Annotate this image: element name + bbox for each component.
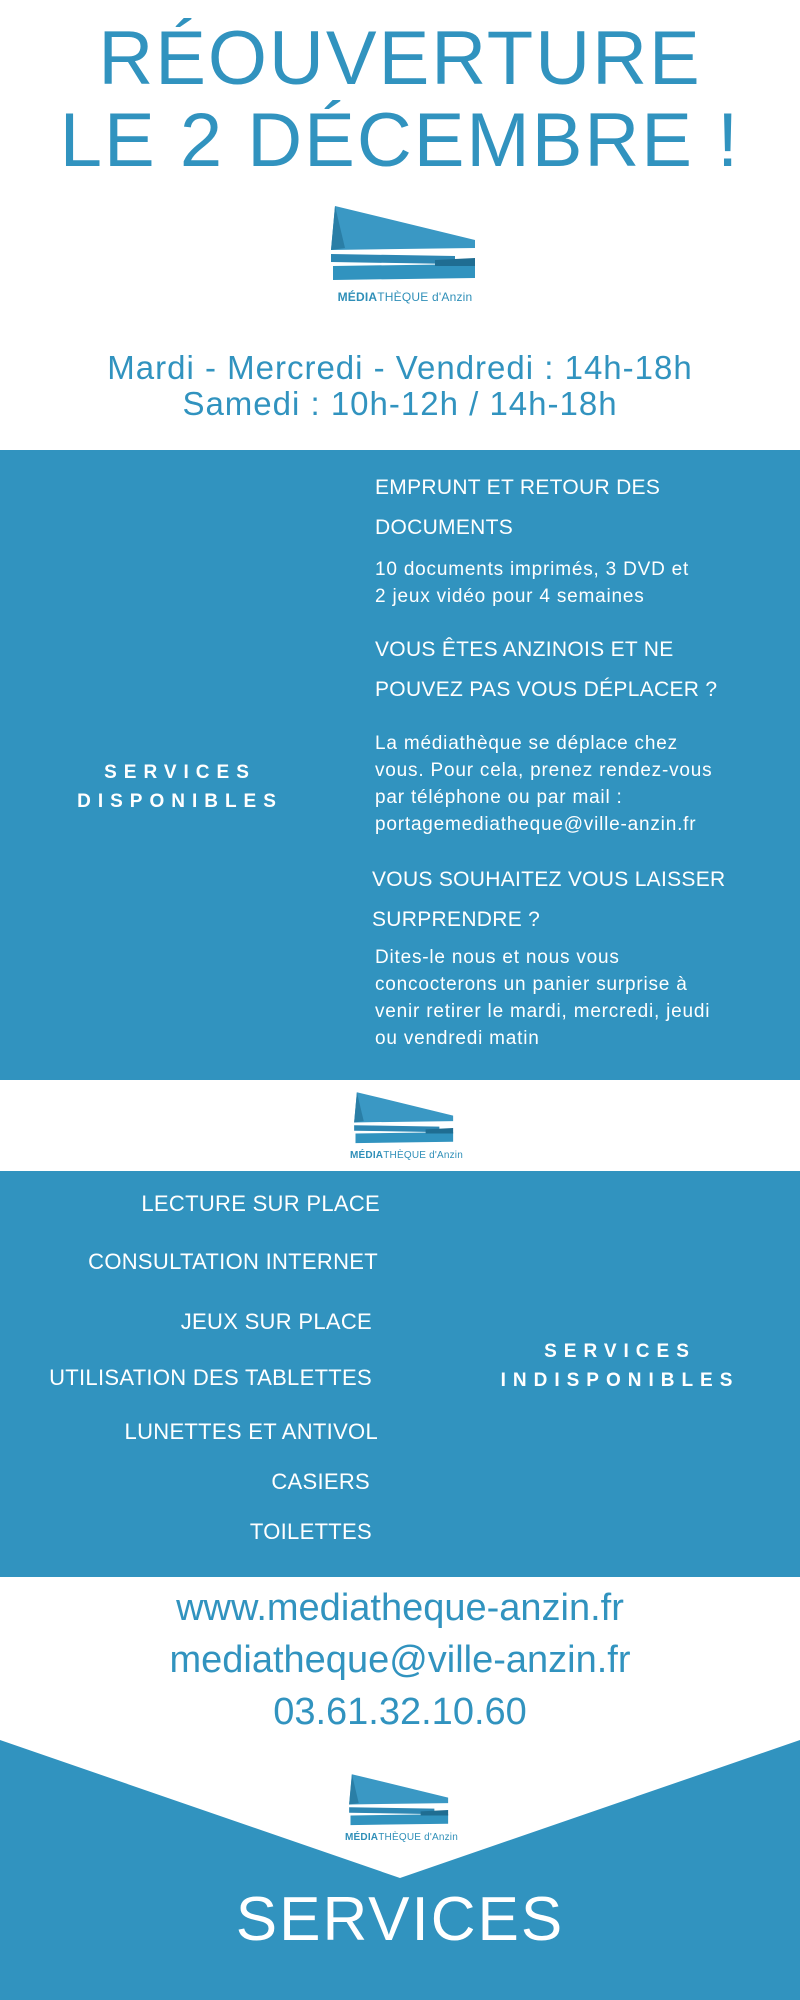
title-line-2: LE 2 DÉCEMBRE ! (59, 98, 741, 183)
unavailable-item: UTILISATION DES TABLETTES (49, 1365, 372, 1390)
hours-line-1: Mardi - Mercredi - Vendredi : 14h-18h (107, 349, 693, 386)
email-link[interactable]: mediatheque@ville-anzin.fr (169, 1639, 631, 1681)
opening-hours (0, 350, 800, 422)
footer-title: SERVICES (235, 1885, 565, 1954)
building-logo-icon (345, 1770, 455, 1832)
mediatheque-logo (325, 200, 485, 304)
service-heading-loan: EMPRUNT ET RETOUR DES DOCUMENTS (375, 476, 661, 539)
logo-wordmark: MÉDIATHÈQUE d'Anzin (350, 1150, 463, 1161)
unavailable-services-section (0, 1171, 800, 1577)
page-title (0, 18, 800, 182)
available-services-section (0, 450, 800, 1080)
unavailable-item: JEUX SUR PLACE (180, 1309, 372, 1334)
unavailable-item: LECTURE SUR PLACE (141, 1191, 380, 1216)
service-desc-loan: 10 documents imprimés, 3 DVD et 2 jeux vidéo pour 4 semaines (375, 559, 690, 607)
phone-number: 03.61.32.10.60 (273, 1691, 527, 1733)
website-link[interactable]: www.mediatheque-anzin.fr (176, 1587, 624, 1629)
unavailable-item: TOILETTES (249, 1519, 372, 1544)
unavailable-item: CONSULTATION INTERNET (88, 1249, 378, 1274)
service-heading-delivery: VOUS ÊTES ANZINOIS ET NE POUVEZ PAS VOUS DÉPLACER ? (375, 638, 718, 701)
building-logo-icon (350, 1088, 460, 1150)
mediatheque-logo (345, 1770, 458, 1843)
service-heading-surprise: VOUS SOUHAITEZ VOUS LAISSER SURPRENDRE ? (372, 868, 726, 931)
mediatheque-logo (350, 1088, 463, 1161)
available-services-label: SERVICES DISPONIBLES (77, 762, 283, 812)
unavailable-item: CASIERS (271, 1469, 370, 1494)
title-line-1: RÉOUVERTURE (98, 16, 702, 101)
unavailable-item: LUNETTES ET ANTIVOL (124, 1419, 378, 1444)
unavailable-services-label: SERVICES INDISPONIBLES (500, 1341, 740, 1391)
logo-wordmark: MÉDIATHÈQUE d'Anzin (345, 1832, 458, 1843)
logo-wordmark: MÉDIATHÈQUE d'Anzin (337, 290, 473, 304)
building-logo-icon (325, 200, 485, 290)
service-desc-delivery: La médiathèque se déplace chez vous. Pour cela, prenez rendez-vous par téléphone ou par mail : portagemediatheque@ville-anzin.fr (375, 733, 713, 835)
service-desc-surprise: Dites-le nous et nous vous concocterons un panier surprise à venir retirer le mardi, mercredi, jeudi ou vendredi matin (375, 947, 711, 1049)
hours-line-2: Samedi : 10h-12h / 14h-18h (182, 385, 618, 422)
